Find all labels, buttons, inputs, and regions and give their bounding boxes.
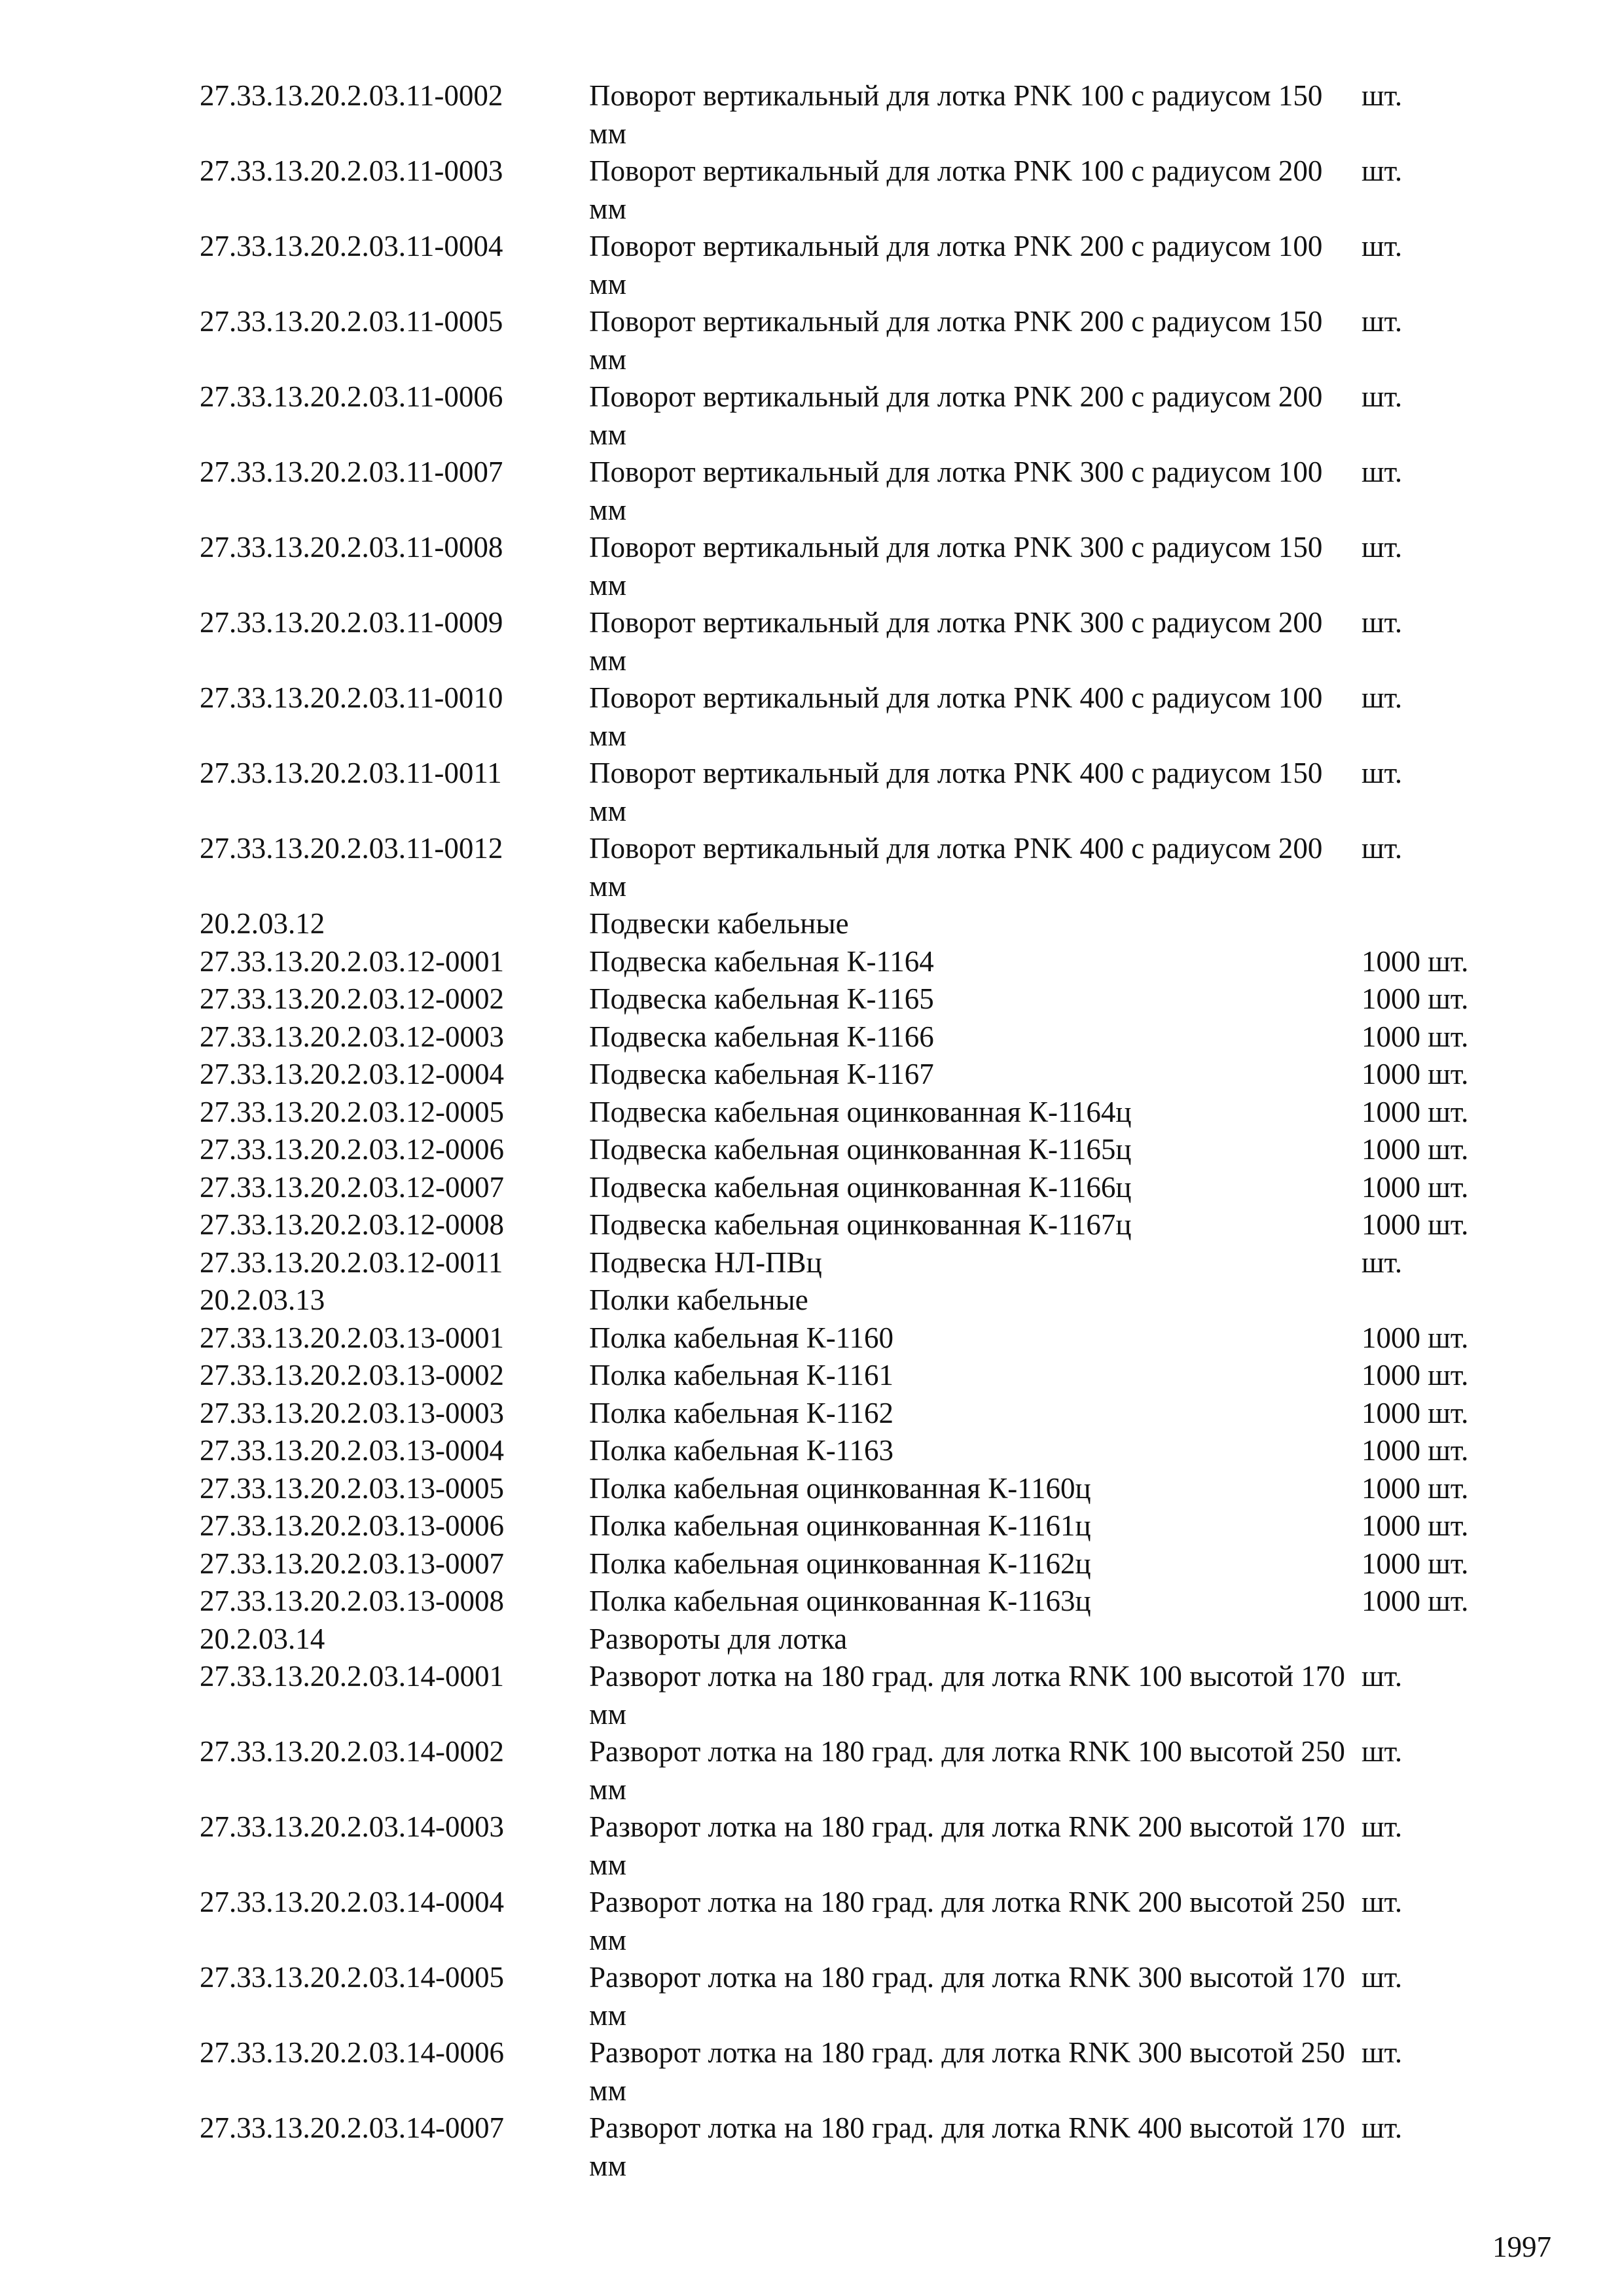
row-unit: 1000 шт.	[1362, 1585, 1469, 1617]
row-unit: шт.	[1362, 1660, 1403, 1693]
price-list-table	[200, 77, 1542, 2185]
row-name: Разворот лотка на 180 град. для лотка RNK 100 высотой 250 мм	[589, 1735, 1345, 1806]
table-row	[200, 755, 1542, 830]
row-code: 27.33.13.20.2.03.13-0004	[200, 1434, 504, 1467]
row-name: Поворот вертикальный для лотка PNK 100 с радиусом 150 мм	[589, 79, 1323, 150]
row-unit: шт.	[1362, 79, 1403, 112]
row-name: Подвеска кабельная оцинкованная К-1166ц	[589, 1170, 1132, 1204]
table-row	[200, 2034, 1542, 2109]
row-unit: шт.	[1362, 832, 1403, 865]
row-code: 27.33.13.20.2.03.14-0006	[200, 2036, 504, 2069]
row-name: Поворот вертикальный для лотка PNK 400 с радиусом 200 мм	[589, 832, 1323, 903]
row-unit: 1000 шт.	[1362, 1133, 1469, 1166]
row-code: 27.33.13.20.2.03.12-0007	[200, 1170, 504, 1204]
table-row	[200, 454, 1542, 529]
row-unit: шт.	[1362, 757, 1403, 789]
table-row	[200, 303, 1542, 378]
table-row	[200, 228, 1542, 303]
row-code: 27.33.13.20.2.03.13-0006	[200, 1509, 504, 1542]
row-code: 27.33.13.20.2.03.14-0005	[200, 1961, 504, 1994]
table-row	[200, 1621, 1542, 1659]
table-row	[200, 1545, 1542, 1583]
row-code: 27.33.13.20.2.03.14-0002	[200, 1735, 504, 1768]
row-name: Подвеска кабельная К-1166	[589, 1020, 934, 1053]
table-row	[200, 1169, 1542, 1207]
row-code: 27.33.13.20.2.03.11-0002	[200, 79, 503, 112]
row-code: 27.33.13.20.2.03.13-0002	[200, 1359, 504, 1391]
table-row	[200, 905, 1542, 943]
row-code: 27.33.13.20.2.03.11-0009	[200, 606, 503, 639]
row-name: Поворот вертикальный для лотка PNK 300 с радиусом 100 мм	[589, 456, 1323, 526]
row-code: 27.33.13.20.2.03.12-0006	[200, 1133, 504, 1166]
row-name: Подвеска кабельная К-1167	[589, 1058, 934, 1090]
row-unit: 1000 шт.	[1362, 1095, 1469, 1128]
row-code: 27.33.13.20.2.03.12-0008	[200, 1208, 504, 1241]
row-name: Полка кабельная оцинкованная К-1162ц	[589, 1547, 1091, 1580]
row-code: 27.33.13.20.2.03.14-0001	[200, 1660, 504, 1693]
table-row	[200, 152, 1542, 228]
row-name: Полка кабельная К-1160	[589, 1321, 894, 1354]
table-row	[200, 1018, 1542, 1056]
row-code: 27.33.13.20.2.03.11-0005	[200, 305, 503, 338]
row-name: Поворот вертикальный для лотка PNK 400 с радиусом 100 мм	[589, 681, 1323, 752]
row-code: 27.33.13.20.2.03.12-0004	[200, 1058, 504, 1090]
row-code: 27.33.13.20.2.03.12-0003	[200, 1020, 504, 1053]
row-name: Поворот вертикальный для лотка PNK 300 с радиусом 150 мм	[589, 531, 1323, 601]
row-code: 27.33.13.20.2.03.12-0005	[200, 1095, 504, 1128]
row-name: Подвеска кабельная оцинкованная К-1165ц	[589, 1133, 1132, 1166]
row-name: Полка кабельная оцинкованная К-1163ц	[589, 1585, 1091, 1617]
table-row	[200, 943, 1542, 981]
table-row	[200, 604, 1542, 679]
row-unit: шт.	[1362, 230, 1403, 262]
row-code: 27.33.13.20.2.03.11-0004	[200, 230, 503, 262]
row-name: Разворот лотка на 180 град. для лотка RNK 200 высотой 170 мм	[589, 1810, 1345, 1881]
table-row	[200, 1357, 1542, 1395]
row-unit: 1000 шт.	[1362, 1547, 1469, 1580]
row-name: Подвески кабельные	[589, 907, 849, 940]
table-row	[200, 77, 1542, 152]
table-row	[200, 1395, 1542, 1433]
row-unit: шт.	[1362, 2111, 1403, 2144]
table-row	[200, 1959, 1542, 2034]
row-name: Поворот вертикальный для лотка PNK 200 с радиусом 100 мм	[589, 230, 1323, 300]
row-code: 27.33.13.20.2.03.11-0008	[200, 531, 503, 564]
table-row	[200, 1583, 1542, 1621]
row-unit: шт.	[1362, 154, 1403, 187]
row-unit: шт.	[1362, 1735, 1403, 1768]
row-code: 27.33.13.20.2.03.14-0007	[200, 2111, 504, 2144]
row-name: Подвеска НЛ-ПВц	[589, 1246, 822, 1279]
row-unit: 1000 шт.	[1362, 1471, 1469, 1505]
row-code: 27.33.13.20.2.03.11-0010	[200, 681, 503, 714]
row-name: Поворот вертикальный для лотка PNK 400 с радиусом 150 мм	[589, 757, 1323, 827]
row-code: 27.33.13.20.2.03.13-0005	[200, 1471, 504, 1505]
row-unit: 1000 шт.	[1362, 1058, 1469, 1090]
row-unit: 1000 шт.	[1362, 1396, 1469, 1429]
row-unit: шт.	[1362, 2036, 1403, 2069]
table-row	[200, 1094, 1542, 1132]
page-number: 1997	[1492, 2231, 1551, 2263]
row-code: 27.33.13.20.2.03.12-0011	[200, 1246, 503, 1279]
table-row	[200, 1056, 1542, 1094]
row-unit: шт.	[1362, 606, 1403, 639]
row-unit: 1000 шт.	[1362, 1020, 1469, 1053]
row-name: Полка кабельная оцинкованная К-1161ц	[589, 1509, 1091, 1542]
table-row	[200, 1658, 1542, 1733]
row-name: Подвеска кабельная К-1164	[589, 944, 934, 978]
row-unit: 1000 шт.	[1362, 1208, 1469, 1241]
row-unit: 1000 шт.	[1362, 1434, 1469, 1467]
table-row	[200, 1884, 1542, 1959]
row-name: Полка кабельная К-1162	[589, 1396, 894, 1429]
table-row	[200, 1206, 1542, 1244]
row-code: 27.33.13.20.2.03.11-0003	[200, 154, 503, 187]
row-code: 20.2.03.14	[200, 1622, 325, 1655]
row-unit: 1000 шт.	[1362, 1170, 1469, 1204]
row-name: Подвеска кабельная оцинкованная К-1167ц	[589, 1208, 1132, 1241]
row-code: 27.33.13.20.2.03.11-0007	[200, 456, 503, 488]
row-unit: шт.	[1362, 1246, 1403, 1279]
table-row	[200, 1470, 1542, 1508]
row-unit: шт.	[1362, 305, 1403, 338]
row-name: Разворот лотка на 180 град. для лотка RNK 300 высотой 250 мм	[589, 2036, 1345, 2107]
table-row	[200, 1319, 1542, 1357]
row-name: Разворот лотка на 180 град. для лотка RNK 200 высотой 250 мм	[589, 1886, 1345, 1956]
row-unit: 1000 шт.	[1362, 944, 1469, 978]
table-row	[200, 1282, 1542, 1319]
table-row	[200, 1432, 1542, 1470]
row-code: 27.33.13.20.2.03.14-0003	[200, 1810, 504, 1843]
table-row	[200, 1131, 1542, 1169]
table-row	[200, 1507, 1542, 1545]
row-name: Подвеска кабельная оцинкованная К-1164ц	[589, 1095, 1132, 1128]
table-row	[200, 980, 1542, 1018]
row-unit: 1000 шт.	[1362, 982, 1469, 1015]
row-name: Поворот вертикальный для лотка PNK 200 с радиусом 150 мм	[589, 305, 1323, 376]
row-name: Поворот вертикальный для лотка PNK 100 с радиусом 200 мм	[589, 154, 1323, 225]
table-row	[200, 378, 1542, 454]
table-row	[200, 1733, 1542, 1808]
row-name: Полка кабельная К-1163	[589, 1434, 894, 1467]
row-code: 27.33.13.20.2.03.13-0008	[200, 1585, 504, 1617]
row-unit: шт.	[1362, 456, 1403, 488]
table-row	[200, 1808, 1542, 1884]
row-unit: 1000 шт.	[1362, 1321, 1469, 1354]
row-unit: шт.	[1362, 1810, 1403, 1843]
row-name: Полки кабельные	[589, 1283, 808, 1316]
table-row	[200, 1244, 1542, 1282]
row-unit: 1000 шт.	[1362, 1359, 1469, 1391]
row-code: 27.33.13.20.2.03.13-0007	[200, 1547, 504, 1580]
row-name: Полка кабельная К-1161	[589, 1359, 894, 1391]
row-unit: шт.	[1362, 681, 1403, 714]
row-unit: шт.	[1362, 1961, 1403, 1994]
row-name: Подвеска кабельная К-1165	[589, 982, 934, 1015]
row-code: 27.33.13.20.2.03.11-0012	[200, 832, 503, 865]
row-unit: 1000 шт.	[1362, 1509, 1469, 1542]
row-code: 27.33.13.20.2.03.12-0001	[200, 944, 504, 978]
row-name: Поворот вертикальный для лотка PNK 200 с радиусом 200 мм	[589, 380, 1323, 451]
table-row	[200, 679, 1542, 755]
row-unit: шт.	[1362, 380, 1403, 413]
row-code: 27.33.13.20.2.03.11-0006	[200, 380, 503, 413]
row-name: Разворот лотка на 180 град. для лотка RNK 300 высотой 170 мм	[589, 1961, 1345, 2032]
row-name: Полка кабельная оцинкованная К-1160ц	[589, 1471, 1091, 1505]
row-code: 27.33.13.20.2.03.11-0011	[200, 757, 502, 789]
row-unit: шт.	[1362, 1886, 1403, 1918]
row-name: Разворот лотка на 180 град. для лотка RNK 100 высотой 170 мм	[589, 1660, 1345, 1731]
row-code: 27.33.13.20.2.03.13-0001	[200, 1321, 504, 1354]
row-code: 27.33.13.20.2.03.14-0004	[200, 1886, 504, 1918]
table-row	[200, 830, 1542, 905]
row-name: Разворот лотка на 180 град. для лотка RNK 400 высотой 170 мм	[589, 2111, 1345, 2182]
row-code: 20.2.03.13	[200, 1283, 325, 1316]
row-name: Развороты для лотка	[589, 1622, 848, 1655]
row-code: 27.33.13.20.2.03.13-0003	[200, 1396, 504, 1429]
row-code: 20.2.03.12	[200, 907, 325, 940]
row-code: 27.33.13.20.2.03.12-0002	[200, 982, 504, 1015]
table-row	[200, 2109, 1542, 2185]
row-unit: шт.	[1362, 531, 1403, 564]
row-name: Поворот вертикальный для лотка PNK 300 с радиусом 200 мм	[589, 606, 1323, 677]
table-row	[200, 529, 1542, 604]
